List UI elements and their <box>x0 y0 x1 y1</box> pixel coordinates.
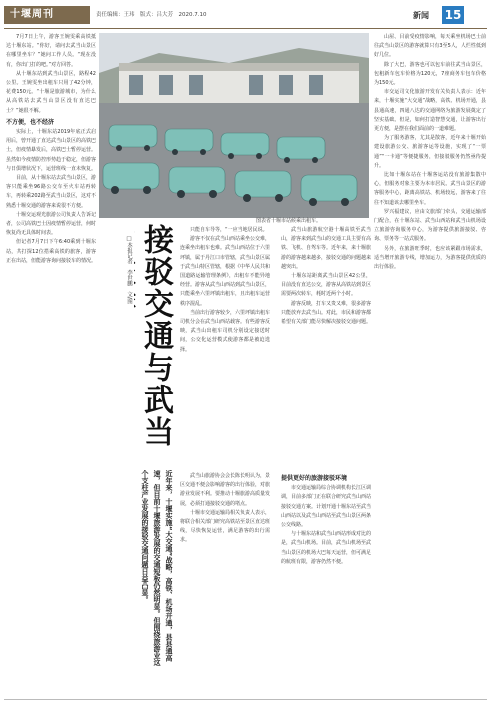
paragraph: 与十堰东站和武当山西站形成对比的是，武当山机场。目前，武当山机场至武当山景区的机场大巴每天运营，但可满足的航班有限，游客仍然不便。 <box>281 531 371 565</box>
paragraph: 十堰市交通运输局相关负责人表示，将联合相关部门研究高铁站至景区直达班线，尽快恢复运营，满足游客的出行需求。 <box>180 509 270 544</box>
paragraph: 游客不仅在武当山西站乘坐公交难，连乘坐出租车也难。武当山西站位于六里坪镇，属于丹江口市管辖，武当山景区属于武当山特区管辖，根据《中华人民共和国道路运输管理条例》，出租车不能异地经营。游客从武当山西站到武当山景区，只能乘坐六里坪镇出租车，且出租车运营秩序混乱。 <box>180 236 270 307</box>
paragraph: 除了大巴，游客也可以包车前往武当山景区，包租新车包车价格为120元，7座商务车包车价格为150元。 <box>374 61 486 87</box>
footer-rule <box>4 699 487 700</box>
paragraph: 实际上，十堰东站2019年底正式启用后，曾开通了直达武当山景区的高铁巴士，但疫情暴发后，高铁巴士暂停运营。虽然如今疫情防控形势趋于稳定，但游客与日俱增状况下，运营班线一直未恢复。 <box>6 129 96 172</box>
article-column-right <box>374 33 486 698</box>
paragraph: 山屋、目前受疫情影响，每天乘坐机场巴士前往武当山景区的游客就算只有3至5人，人烂性低到好几位。 <box>374 34 486 59</box>
article-column-middle-bottom <box>180 472 270 700</box>
article-column-center-bottom <box>281 472 371 700</box>
paragraph: 武当山旅游协会会长陈长明认为，景区交通不便会影响游客的出行体验，对旅游业发展不利。要推动十堰旅游高质量发展，必须打通接驳交通的堵点。 <box>180 473 270 507</box>
article-column-middle-top <box>180 226 270 471</box>
headline: 接驳交通与武当 <box>138 224 173 448</box>
paragraph: 为了服务游客，尤其是散客，近年来十堰开始建设旅游公交、旅游客运等设施，实现了“一票通”“一卡通”等便捷服务，但接驳服务仍然亟待提升。 <box>374 135 486 169</box>
editor-credits: 责任编辑：王玮 版式：吕大芳 2020.7.10 <box>96 12 207 18</box>
paragraph: 游客反映，打车又贵又难，很多游客只能放弃去武当山。对此，市民和游客都希望有关部门能尽快解决接驳交通问题。 <box>281 300 371 326</box>
paragraph: 只能自车导等，“一应当地居民说。 <box>190 227 268 233</box>
paragraph: 比如十堰东站在十堰客运站没有旅游集散中心，但服务对象主要为本市居民。武当山景区的游客服务中心，距离高铁站、机场较远，游客来了往往不知道该去哪里坐车。 <box>374 172 486 206</box>
paragraph: 当前出行游客较少，六里坪镇出租车司机分会在武当山西站载客。有些游客反映，武当山出租车司机分别设定接送时间，公交化运营模式使游客都是被迫选择。 <box>180 309 270 353</box>
article-column-center-top <box>281 226 371 471</box>
photo-caption: 图表省十堰市站候乘出租车。 <box>256 218 322 224</box>
paragraph: 武当山旅游航空港十堰高铁至武当山，游客来到武当山的交通工具主要有高铁、飞机、自驾车等。近年来，来十堰旅游的游客越来越多，接驳交通的问题越来越突出。 <box>281 227 371 270</box>
article-column-left <box>6 33 96 698</box>
paragraph: 从十堰东站到武当山景区，路程42公里。王婉雯坐出租车只用了42分钟，花费150元。“十堰是旅游城市，为什么从高铁站去武当山景区没有直达巴士？”她很不解。 <box>6 70 96 114</box>
paragraph: 7月7日上午，游客王婉雯乘高铁抵达十堰东站。“你好，请问去武当山景区在哪里坐车？”她问工作人员。“现在没有，你出门打的吧。”对方回答。 <box>6 34 96 68</box>
paragraph: 市交通运输局综合协调机构长江区调调，目前多部门正在联合研究武当山西站接驳交通方案。计划开通十堰东站至武当山西站以及武当山西站至武当山景区两条公交线路。 <box>281 485 371 529</box>
photo-illustration <box>99 33 369 218</box>
taxi-station-photo <box>99 33 369 218</box>
paragraph: 罗兴福建议，应由文旅部门牵头，交通运输部门配合，在十堰东站、武当山西站和武当山机场设立旅游咨询服务中心，为游客提供旅游接驳、咨询、票务等一站式服务。 <box>374 208 486 243</box>
paragraph: 十堰交运观光旅游公司负责人告诉记者，公司高铁巴士因疫情暂停运营，何时恢复尚无具体时间表。 <box>6 211 96 237</box>
paragraph: 另外，在旅游旺季时，也应该紧跟市场需求，适当增开旅游专线，增加运力，为游客提供优质的出行体验。 <box>374 245 486 271</box>
byline: □本报记者 李世鹏 文/图 <box>126 236 132 305</box>
paragraph: 目前，从十堰东站去武当山景区，游客只能乘坐96路公交车至火车站再转车，再转乘202路至武当山景区，这对不熟悉十堰交通的游客来说很不方便。 <box>6 175 96 209</box>
paragraph: 市交运司文化旅游开发有关负责人表示：近年来，十堰实施“大交通”战略，高铁、机场开通，县县通高速，四通八达的交通网络为旅游发展奠定了坚实基础。但是，如何打造智慧交通，让游客出行更方便，是摆在我们面前的一道难题。 <box>374 89 486 133</box>
masthead-rule <box>4 28 487 29</box>
paragraph: 但记者7月7日下午6:40乘到十堰东站，共打探12位搭乘高铁的旅客，游客正在出站，但能游客询问接驳车的情况。 <box>6 239 96 264</box>
paragraph: 十堰东站距离武当山景区42公里，目前没有直达公交，游客从高铁站到景区需要两次转车，耗时近两个小时。 <box>281 273 371 298</box>
section-label: 新闻 <box>413 11 429 20</box>
subheading: 提供更好的旅游接驳环境 <box>281 475 348 482</box>
article-summary: 近年来，十堰实施“大交通”战略，高铁、机场开通，县县通高速，但目前十堰旅游发展的交通短板仍然明显。但围绕旅游业这个支柱产业发展的接驳交通问题日益凸显。 <box>141 470 173 666</box>
masthead <box>0 0 491 30</box>
subheading: 不方便，也不经济 <box>6 118 55 126</box>
page-number: 15 <box>442 6 464 24</box>
newspaper-logo: 十堰周刊 <box>4 6 90 24</box>
